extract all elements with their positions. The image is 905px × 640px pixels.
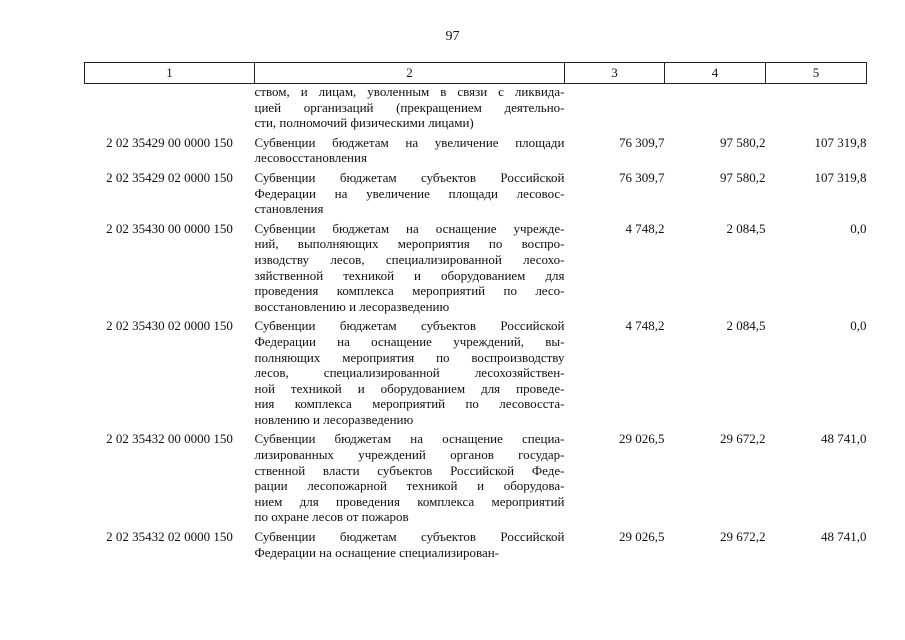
description-line: лесовосстановления [254,150,367,166]
budget-table [84,62,867,564]
description-line: изводству лесов, специализированной лесохо- [254,251,565,267]
description-line: становления [254,201,324,217]
row-description [255,529,565,564]
continuation-row [85,84,867,135]
description-line: сти, полномочий физическими лицами) [254,115,474,131]
amount-column-3: 76 309,7 [619,134,665,150]
row-description [255,170,565,221]
amount-column-4: 2 084,5 [726,220,766,236]
row-description [255,318,565,431]
amount-column-5: 48 741,0 [821,431,867,447]
description-line: полняющих мероприятия по воспроизводству [254,349,565,365]
description-line: восстановлению и лесоразведению [254,298,450,314]
description-line: рации лесопожарной техникой и оборудова- [254,478,565,494]
row-description [255,135,565,170]
amount-column-5: 0,0 [850,220,867,236]
description-line: ния комплекса мероприятий по лесовосста- [254,396,565,412]
description-line: Федерации на оснащение учреждений, вы- [254,333,565,349]
description-line: ний, выполняющих мероприятия по воспро- [254,236,565,252]
table-row [85,431,867,529]
description-line: Субвенции бюджетам на оснащение специа- [254,431,565,447]
description-line: лесов, специализированной лесохозяйствен- [254,365,565,381]
amount-column-3: 29 026,5 [619,431,665,447]
amount-column-4: 97 580,2 [720,134,766,150]
budget-code: 2 02 35429 00 0000 150 [106,134,233,150]
budget-code: 2 02 35430 02 0000 150 [106,318,233,334]
amount-column-5: 48 741,0 [821,529,867,545]
page-number: 97 [445,29,460,44]
budget-code: 2 02 35430 00 0000 150 [106,220,233,236]
description-line: Субвенции бюджетам на оснащение учрежде- [254,220,565,236]
description-line: проведения комплекса мероприятий по лесо- [254,283,565,299]
amount-column-5: 107 319,8 [814,169,867,185]
description-line: нием для проведения комплекса мероприятий [254,493,565,509]
continuation-text [255,84,565,135]
amount-column-4: 97 580,2 [720,169,766,185]
amount-column-3: 29 026,5 [619,529,665,545]
budget-code: 2 02 35432 00 0000 150 [106,431,233,447]
table-row [85,318,867,431]
amount-column-3: 4 748,2 [625,220,665,236]
column-header-4: 4 [665,63,766,84]
description-line: Субвенции бюджетам субъектов Российской [254,318,565,334]
amount-column-5: 0,0 [850,318,867,334]
amount-column-3: 4 748,2 [625,318,665,334]
description-line: ством, и лицам, уволенным в связи с ликвида- [254,84,565,99]
description-line: лизированных учреждений органов государ- [254,447,565,463]
table-row [85,221,867,319]
table-row [85,529,867,564]
budget-code: 2 02 35429 02 0000 150 [106,169,233,185]
column-header-2: 2 [255,63,565,84]
description-line: Федерации на оснащение специализирован- [254,544,500,560]
row-description [255,221,565,319]
table-row [85,170,867,221]
description-line: Федерации на увеличение площади лесовос- [254,185,565,201]
amount-column-4: 29 672,2 [720,431,766,447]
header-row [85,63,867,84]
description-line: цией организаций (прекращением деятельно- [254,99,565,115]
row-description [255,431,565,529]
table-row [85,135,867,170]
description-line: Субвенции бюджетам на увеличение площади [254,134,565,150]
description-line: по охране лесов от пожаров [254,509,409,525]
column-header-1: 1 [85,63,255,84]
description-line: Субвенции бюджетам субъектов Российской [254,169,565,185]
description-line: Субвенции бюджетам субъектов Российской [254,529,565,545]
amount-column-5: 107 319,8 [814,134,867,150]
amount-column-4: 29 672,2 [720,529,766,545]
amount-column-3: 76 309,7 [619,169,665,185]
description-line: зяйственной техникой и оборудованием для [254,267,565,283]
column-header-5: 5 [766,63,867,84]
column-header-3: 3 [565,63,665,84]
budget-code: 2 02 35432 02 0000 150 [106,529,233,545]
amount-column-4: 2 084,5 [726,318,766,334]
description-line: ственной власти субъектов Российской Феде- [254,462,565,478]
description-line: новлению и лесоразведению [254,411,414,427]
description-line: ной техникой и оборудованием для проведе- [254,380,565,396]
